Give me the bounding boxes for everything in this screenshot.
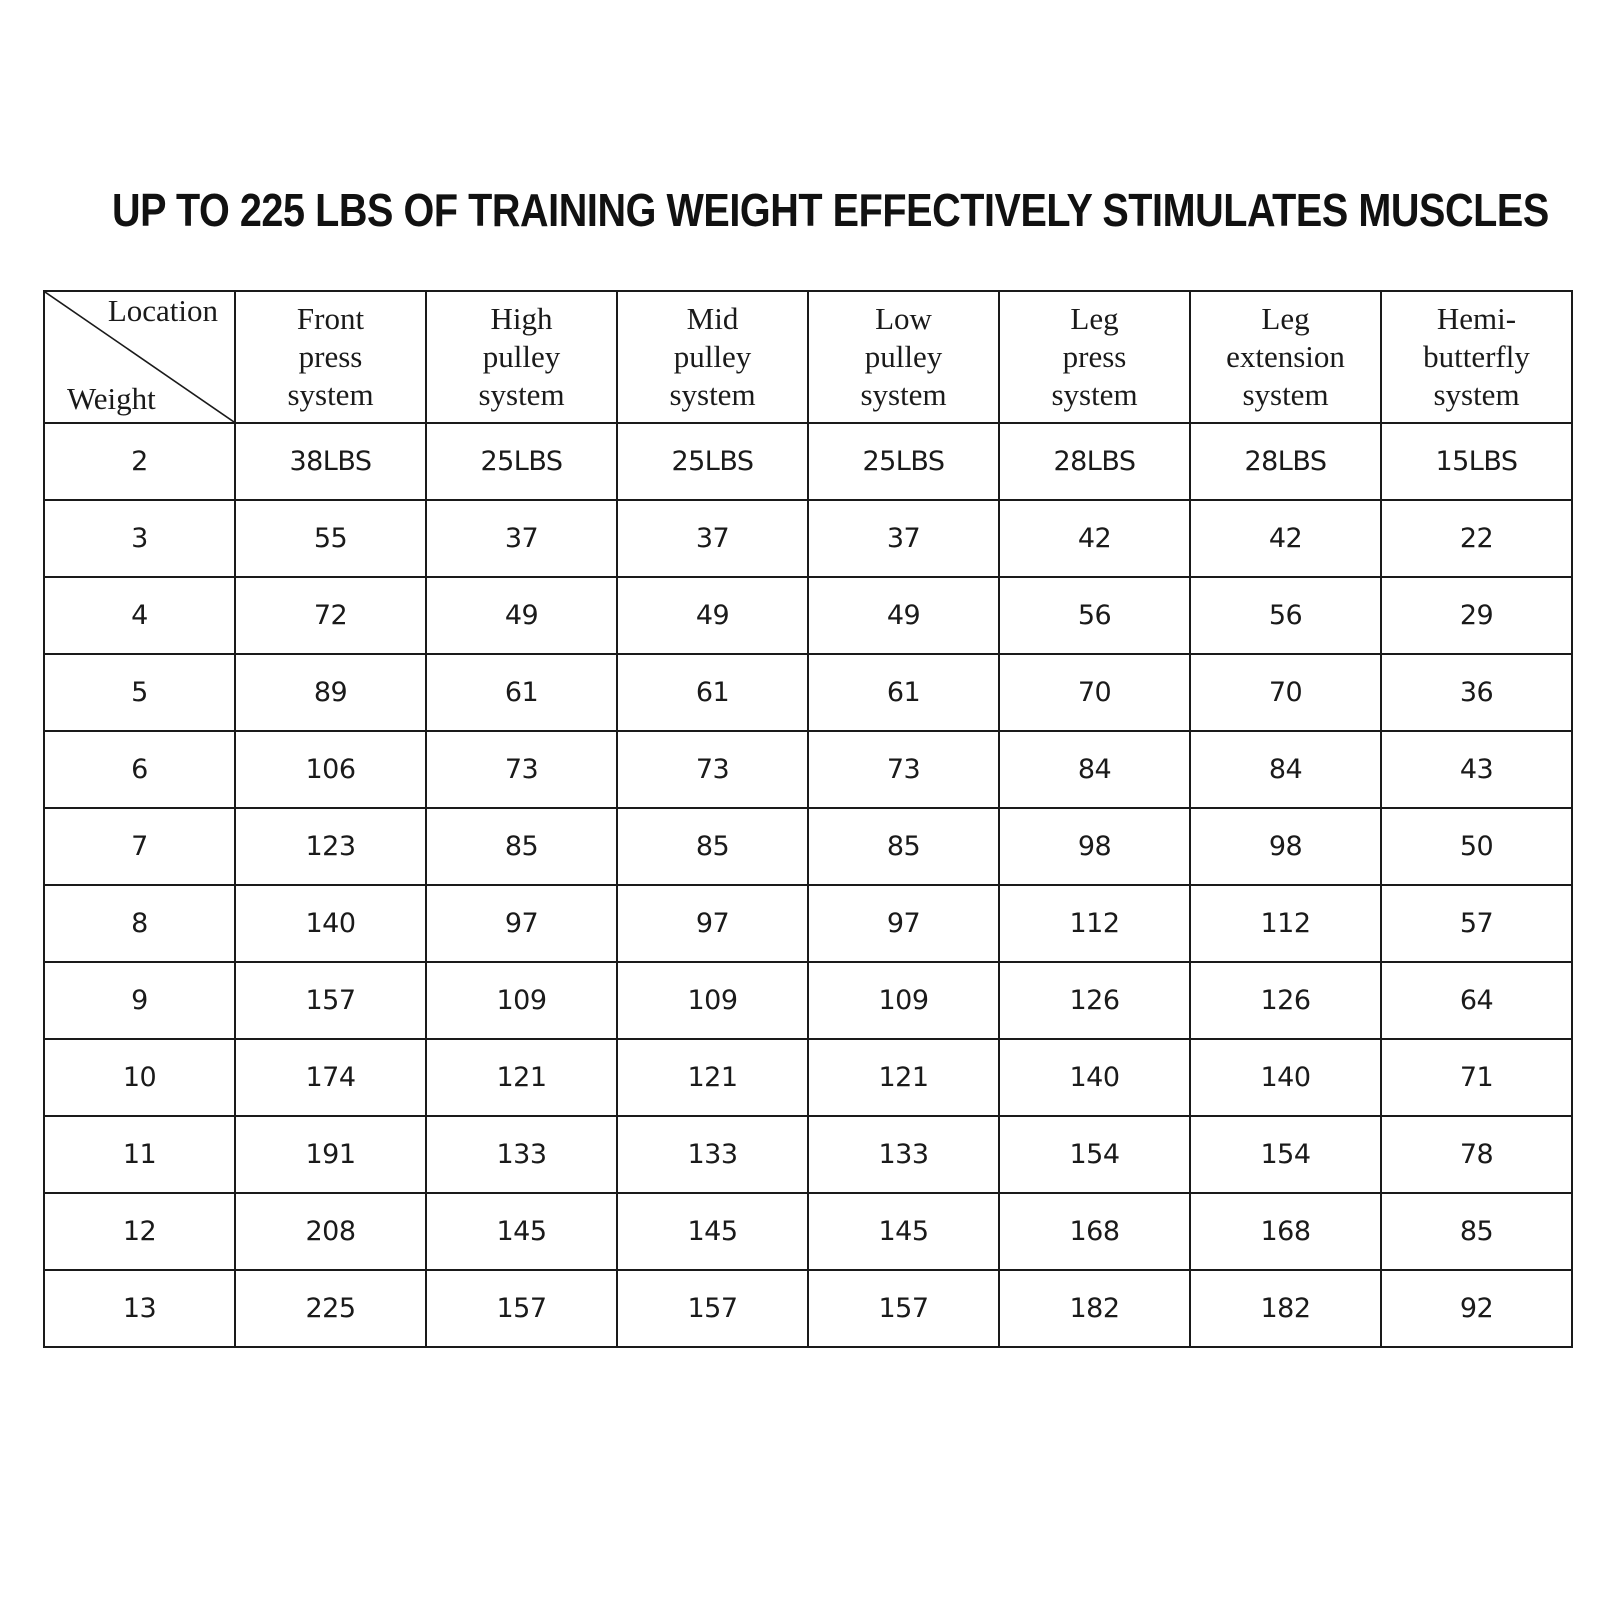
column-header: [1381, 291, 1572, 423]
column-header-line: Leg: [1070, 301, 1119, 336]
weight-value-cell: 73: [617, 731, 808, 808]
weight-value-cell: 85: [1381, 1193, 1572, 1270]
weight-value-cell: 64: [1381, 962, 1572, 1039]
weight-value-cell: 154: [999, 1116, 1190, 1193]
weight-value-cell: 168: [999, 1193, 1190, 1270]
weight-value-cell: 61: [617, 654, 808, 731]
weight-value-cell: 157: [617, 1270, 808, 1347]
column-header: [235, 291, 426, 423]
table-row: [44, 808, 1572, 885]
weight-value-cell: 61: [426, 654, 617, 731]
weight-value-cell: 168: [1190, 1193, 1381, 1270]
weight-value-cell: 126: [999, 962, 1190, 1039]
weight-value-cell: 57: [1381, 885, 1572, 962]
page-title: UP TO 225 LBS OF TRAINING WEIGHT EFFECTIVELY STIMULATES MUSCLES: [112, 184, 1549, 236]
weight-value-cell: 97: [426, 885, 617, 962]
corner-header-cell: [44, 291, 235, 423]
weight-value-cell: 22: [1381, 500, 1572, 577]
column-header-line: High: [490, 301, 553, 336]
column-header-line: system: [860, 377, 947, 412]
table-row: [44, 731, 1572, 808]
column-header-line: Mid: [686, 301, 739, 336]
weight-value-cell: 85: [426, 808, 617, 885]
weight-value-cell: 85: [808, 808, 999, 885]
weight-value-cell: 145: [808, 1193, 999, 1270]
weight-value-cell: 133: [808, 1116, 999, 1193]
column-header: [426, 291, 617, 423]
weight-value-cell: 174: [235, 1039, 426, 1116]
weight-value-cell: 106: [235, 731, 426, 808]
column-header: [1190, 291, 1381, 423]
weight-value-cell: 182: [1190, 1270, 1381, 1347]
weight-value-cell: 97: [617, 885, 808, 962]
weight-value-cell: 61: [808, 654, 999, 731]
weight-value-cell: 49: [426, 577, 617, 654]
column-header-line: pulley: [482, 339, 561, 374]
weight-value-cell: 208: [235, 1193, 426, 1270]
weight-value-cell: 157: [426, 1270, 617, 1347]
weight-value-cell: 70: [999, 654, 1190, 731]
weight-value-cell: 145: [617, 1193, 808, 1270]
weight-value-cell: 140: [235, 885, 426, 962]
weight-value-cell: 109: [808, 962, 999, 1039]
weight-value-cell: 98: [999, 808, 1190, 885]
weight-value-cell: 37: [426, 500, 617, 577]
header-row: [44, 291, 1572, 423]
weight-value-cell: 78: [1381, 1116, 1572, 1193]
table-row: [44, 962, 1572, 1039]
weight-value-cell: 73: [426, 731, 617, 808]
weight-value-cell: 42: [1190, 500, 1381, 577]
weight-value-cell: 98: [1190, 808, 1381, 885]
column-header: [808, 291, 999, 423]
table-row: [44, 1116, 1572, 1193]
weight-value-cell: 70: [1190, 654, 1381, 731]
weight-value-cell: 56: [1190, 577, 1381, 654]
weight-value-cell: 56: [999, 577, 1190, 654]
weight-value-cell: 154: [1190, 1116, 1381, 1193]
table-body: [44, 423, 1572, 1347]
table-row: [44, 500, 1572, 577]
weight-value-cell: 121: [426, 1039, 617, 1116]
weight-value-cell: 145: [426, 1193, 617, 1270]
weight-value-cell: 37: [617, 500, 808, 577]
weight-value-cell: 123: [235, 808, 426, 885]
weight-value-cell: 97: [808, 885, 999, 962]
weight-level-cell: 5: [44, 654, 235, 731]
column-header-line: system: [1242, 377, 1329, 412]
corner-weight-label: Weight: [67, 381, 156, 416]
weight-level-cell: 6: [44, 731, 235, 808]
weight-value-cell: 25LBS: [808, 423, 999, 500]
weight-value-cell: 50: [1381, 808, 1572, 885]
weight-value-cell: 28LBS: [1190, 423, 1381, 500]
column-header-line: system: [287, 377, 374, 412]
weight-value-cell: 73: [808, 731, 999, 808]
weight-value-cell: 55: [235, 500, 426, 577]
weight-value-cell: 38LBS: [235, 423, 426, 500]
weight-value-cell: 89: [235, 654, 426, 731]
weight-level-cell: 11: [44, 1116, 235, 1193]
weight-value-cell: 36: [1381, 654, 1572, 731]
table-row: [44, 654, 1572, 731]
weight-value-cell: 49: [808, 577, 999, 654]
weight-value-cell: 43: [1381, 731, 1572, 808]
corner-location-label: Location: [107, 293, 218, 328]
weight-value-cell: 157: [808, 1270, 999, 1347]
column-header-line: press: [1062, 339, 1127, 374]
weight-value-cell: 112: [1190, 885, 1381, 962]
column-header-line: butterfly: [1423, 339, 1530, 374]
weight-level-cell: 8: [44, 885, 235, 962]
table-row: [44, 1270, 1572, 1347]
weight-value-cell: 28LBS: [999, 423, 1190, 500]
weight-value-cell: 182: [999, 1270, 1190, 1347]
weight-level-cell: 12: [44, 1193, 235, 1270]
weight-value-cell: 71: [1381, 1039, 1572, 1116]
table-row: [44, 885, 1572, 962]
table-row: [44, 1193, 1572, 1270]
table-row: [44, 577, 1572, 654]
weight-value-cell: 84: [1190, 731, 1381, 808]
weight-level-cell: 10: [44, 1039, 235, 1116]
weight-value-cell: 25LBS: [426, 423, 617, 500]
weight-value-cell: 85: [617, 808, 808, 885]
weight-level-cell: 7: [44, 808, 235, 885]
weight-value-cell: 157: [235, 962, 426, 1039]
weight-value-cell: 140: [1190, 1039, 1381, 1116]
weight-value-cell: 109: [617, 962, 808, 1039]
column-header: [617, 291, 808, 423]
weight-value-cell: 25LBS: [617, 423, 808, 500]
weight-value-cell: 126: [1190, 962, 1381, 1039]
column-header-line: system: [1051, 377, 1138, 412]
weight-value-cell: 84: [999, 731, 1190, 808]
column-header-line: system: [669, 377, 756, 412]
column-header-line: extension: [1226, 339, 1345, 374]
weight-value-cell: 112: [999, 885, 1190, 962]
column-header-line: Leg: [1261, 301, 1310, 336]
weight-value-cell: 109: [426, 962, 617, 1039]
weight-value-cell: 49: [617, 577, 808, 654]
column-header-line: pulley: [673, 339, 752, 374]
table-row: [44, 1039, 1572, 1116]
weight-value-cell: 92: [1381, 1270, 1572, 1347]
column-header-line: system: [1433, 377, 1520, 412]
weight-level-cell: 3: [44, 500, 235, 577]
column-header-line: Front: [296, 301, 365, 336]
weight-value-cell: 72: [235, 577, 426, 654]
weight-value-cell: 42: [999, 500, 1190, 577]
column-header-line: pulley: [864, 339, 943, 374]
weight-table: [43, 290, 1573, 1348]
weight-value-cell: 121: [617, 1039, 808, 1116]
column-header-line: Low: [875, 301, 932, 336]
weight-value-cell: 121: [808, 1039, 999, 1116]
column-header-line: Hemi-: [1436, 301, 1517, 336]
weight-value-cell: 133: [617, 1116, 808, 1193]
weight-value-cell: 133: [426, 1116, 617, 1193]
weight-value-cell: 15LBS: [1381, 423, 1572, 500]
weight-value-cell: 191: [235, 1116, 426, 1193]
column-header-line: system: [478, 377, 565, 412]
table-header: [44, 291, 1572, 423]
weight-value-cell: 29: [1381, 577, 1572, 654]
weight-value-cell: 37: [808, 500, 999, 577]
weight-level-cell: 9: [44, 962, 235, 1039]
weight-level-cell: 4: [44, 577, 235, 654]
table-row: [44, 423, 1572, 500]
weight-level-cell: 2: [44, 423, 235, 500]
column-header: [999, 291, 1190, 423]
weight-value-cell: 140: [999, 1039, 1190, 1116]
column-header-line: press: [298, 339, 363, 374]
weight-level-cell: 13: [44, 1270, 235, 1347]
weight-value-cell: 225: [235, 1270, 426, 1347]
